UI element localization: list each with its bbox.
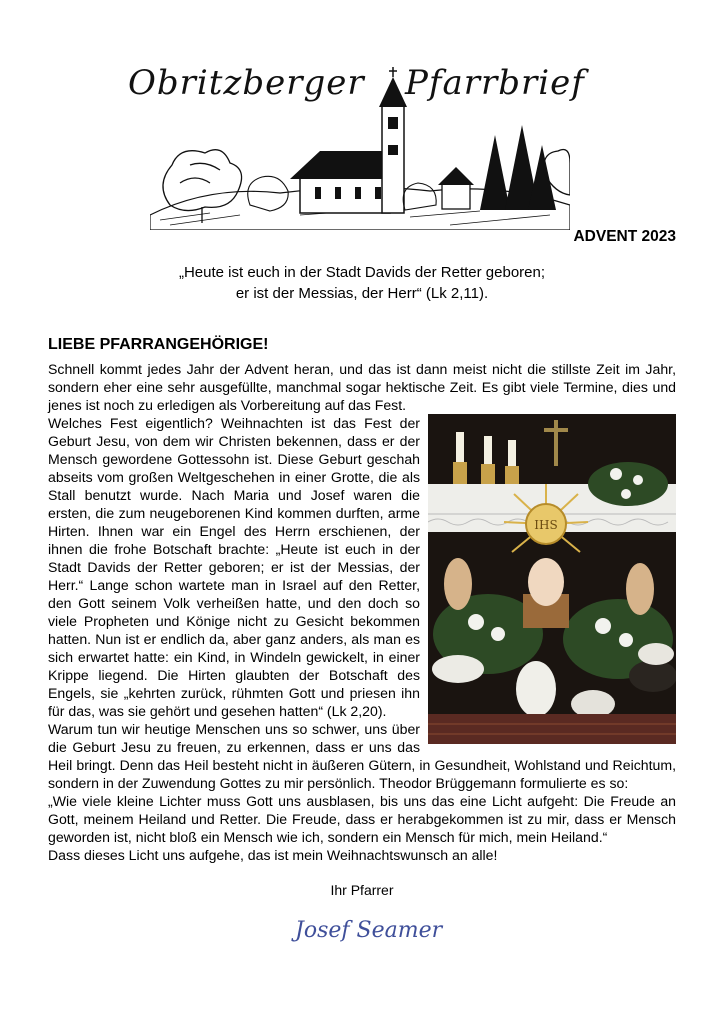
quote-line-2: er ist der Messias, der Herr“ (Lk 2,11). xyxy=(235,285,489,302)
signoff: Ihr Pfarrer xyxy=(330,882,394,898)
signature: Josef Seamer xyxy=(295,918,443,943)
quote-line-1: „Heute ist euch in der Stadt Davids der Retter geboren; xyxy=(178,264,546,281)
paragraph-quotation: „Wie viele kleine Lichter muss Gott uns ausblasen, bis uns das eine Licht aufgeht: Die Freude an Gott, meinem Heiland und Retter. Die Freude, dass er herabgekommen ist zu mir, dass er Mensch geworden ist, nicht bloß ein Mensch wie ich, sondern ein Mensch für mich, mein Heiland.“ xyxy=(48,793,676,845)
paragraph-intro: Schnell kommt jedes Jahr der Advent heran, und das ist dann meist nicht die stillste Zeit im Jahr, sondern eher eine sehr ausgefüllte, manchmal sogar hektische Zeit. Es gibt viele Termine, dies und jenes ist noch zu erledigen als Vorbereitung auf das Fest. xyxy=(48,361,676,413)
paragraph-christmas: Welches Fest eigentlich? Weihnachten ist das Fest der Geburt Jesu, von dem wir Christen bekennen, dass er der Mensch gewordene Gottessohn ist. Diese Geburt geschah abseits vom großen Weltgeschehen in einer Grotte, die als Stall benutzt wurde. Nach Maria und Josef waren die ersten, die zum neugeborenen Kind kommen durften, arme Hirten. Ihnen war ein Engel des Herrn erschienen, der ihnen die frohe Botschaft brachte: „Heute ist euch in der Stadt Davids der Retter geboren; er ist der Messias, der Herr.“ Lange schon wartete man in Israel auf den Retter, den Gott seinem Volk verheißen hatte, und den doch so viele Propheten und Könige nicht zu Gesicht bekommen hatten. Nun ist er endlich da, aber ganz anders, als man es sich erwartet hatte: ein Kind, in Windeln gewickelt, in einer Krippe liegend. Die Hirten glaubten der Botschaft des Engels, sie „kehrten zurück, rühmten Gott und priesen ihn für das, was sie gehört und gesehen hatten“ (Lk 2,20). xyxy=(48,415,420,719)
masthead-title-right: Pfarrbrief xyxy=(405,63,585,103)
scripture-quote xyxy=(40,262,684,304)
ihs-plaque-text: IHS xyxy=(534,518,558,532)
masthead xyxy=(120,55,610,230)
nativity-scene-photo xyxy=(428,414,676,744)
masthead-title-left: Obritzberger xyxy=(128,63,365,103)
greeting-heading: LIEBE PFARRANGEHÖRIGE! xyxy=(48,336,269,353)
nativity-scene-image xyxy=(428,414,676,744)
paragraph-wish: Dass dieses Licht uns aufgehe, das ist mein Weihnachtswunsch an alle! xyxy=(48,847,498,863)
letter-body xyxy=(48,360,676,864)
edition-label: ADVENT 2023 xyxy=(573,228,676,245)
paragraph-question: Warum tun wir heutige Menschen uns so schwer, uns über die Geburt Jesu zu freuen, zu erkennen, dass er uns das Heil bringt. Denn das Heil besteht nicht in äußeren Gütern, in Gesundheit, Wohlstand und Reichtum, sondern in der Zuwendung Gottes zu mir persönlich. Theodor Brüggemann formulierte es so: xyxy=(48,721,676,791)
